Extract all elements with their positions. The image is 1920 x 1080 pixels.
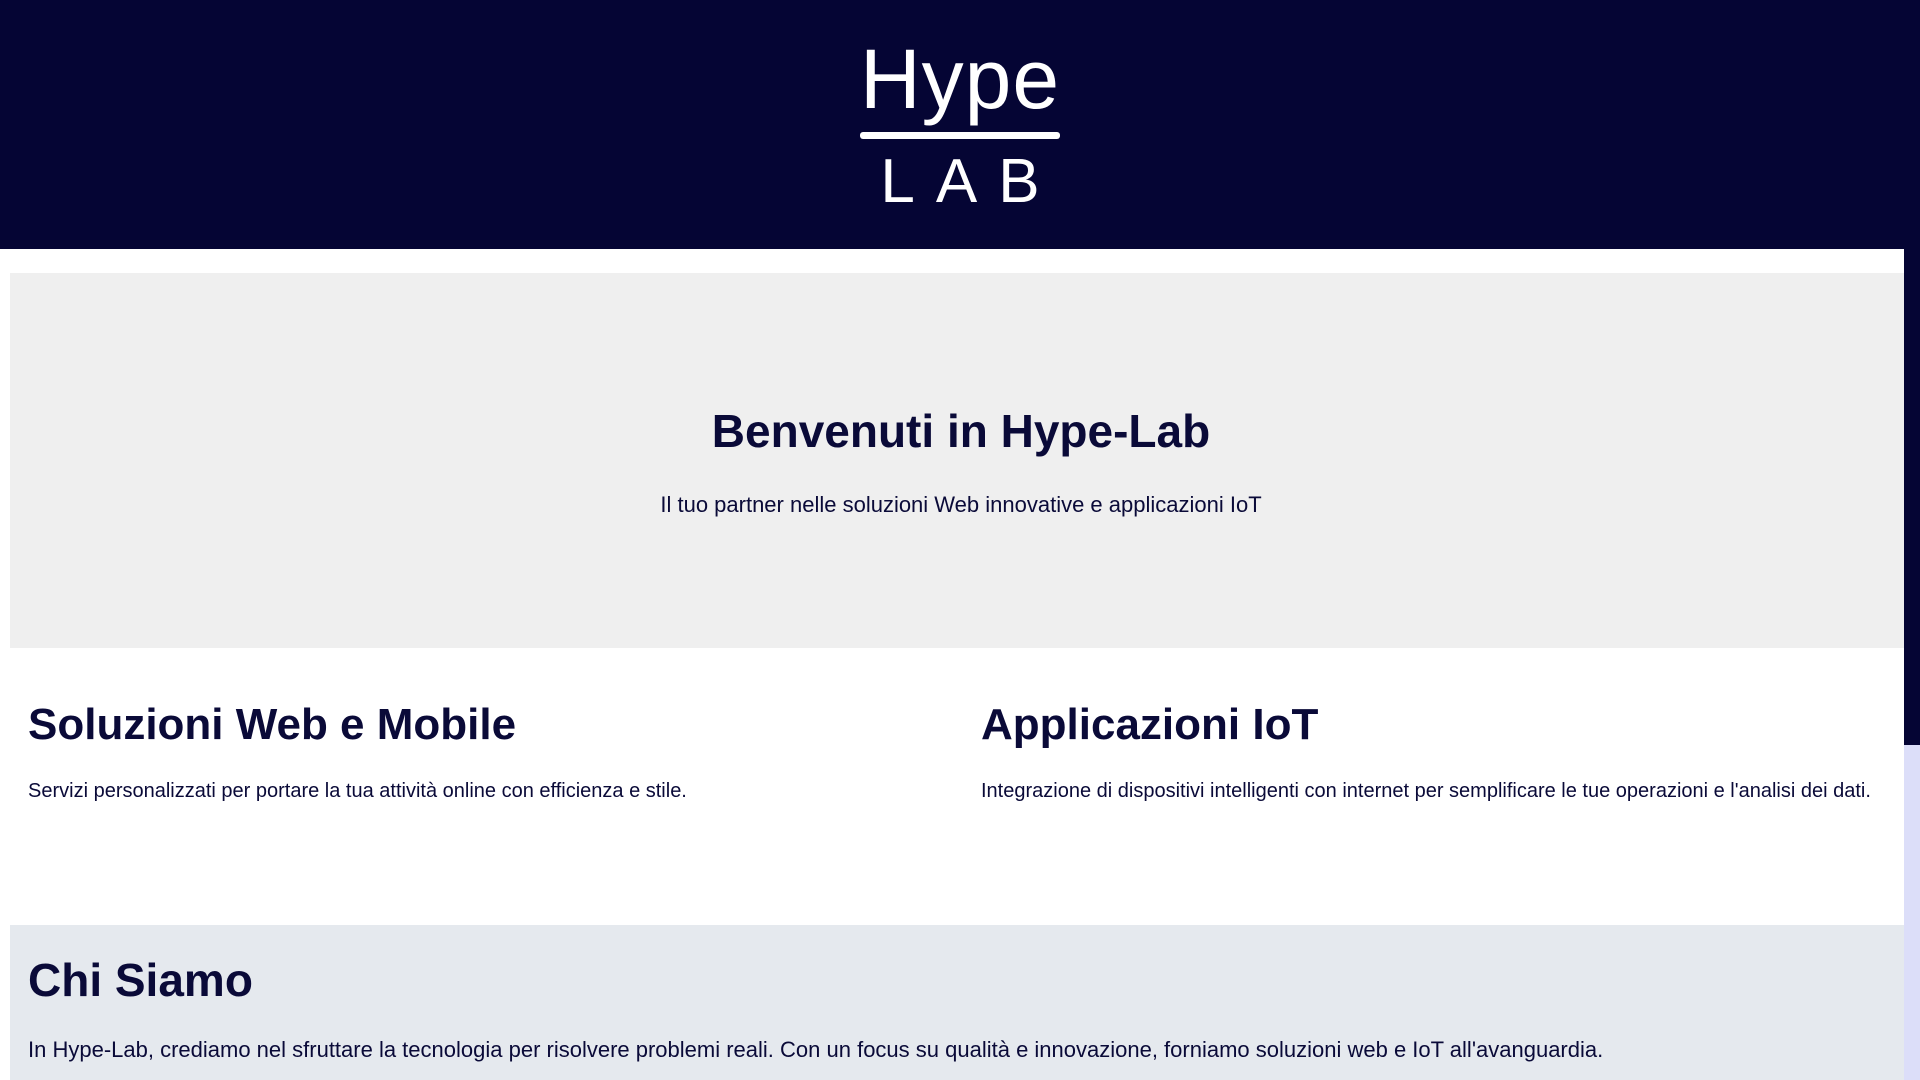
about-description: In Hype-Lab, crediamo nel sfruttare la tecnologia per risolvere problemi reali. Con un focus su qualità e innovazione, forniamo soluzioni web e IoT all'avanguardia. xyxy=(28,1037,1604,1062)
hero-section xyxy=(10,273,1912,648)
service-description-iot: Integrazione di dispositivi intelligenti con internet per semplificare le tue operazioni e l'analisi dei dati. xyxy=(981,780,1871,802)
logo-divider xyxy=(860,132,1060,139)
logo-text-hype: Hype xyxy=(859,31,1061,126)
service-card-web-mobile xyxy=(28,700,941,925)
service-description-web-mobile: Servizi personalizzati per portare la tua attività online con efficienza e stile. xyxy=(28,780,687,802)
service-title-iot: Applicazioni IoT xyxy=(981,700,1319,749)
service-card-iot xyxy=(981,700,1894,925)
logo-text-lab: LAB xyxy=(880,146,1061,216)
hero-title: Benvenuti in Hype-Lab xyxy=(711,404,1211,457)
about-section xyxy=(10,925,1912,1080)
scrollbar-thumb[interactable] xyxy=(1904,0,1920,745)
about-title: Chi Siamo xyxy=(28,954,253,1006)
logo xyxy=(859,31,1061,216)
service-title-web-mobile: Soluzioni Web e Mobile xyxy=(28,700,517,749)
scrollbar-track[interactable] xyxy=(1904,0,1920,1080)
hero-subtitle: Il tuo partner nelle soluzioni Web innovative e applicazioni IoT xyxy=(660,491,1262,517)
services-section xyxy=(10,648,1912,925)
main-content xyxy=(10,273,1912,1080)
site-header xyxy=(0,0,1920,249)
